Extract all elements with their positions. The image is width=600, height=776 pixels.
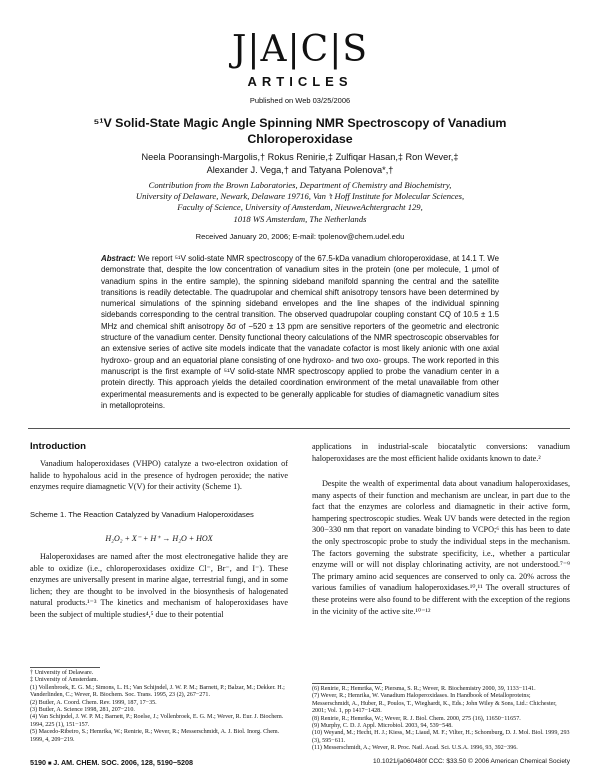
intro-paragraph-2: Haloperoxidases are named after the most electronegative halide they are able to oxidize (i.e., chloroperoxidases oxidize Cl⁻, Br⁻, and I⁻). These enzymes are universally present in marine algae, terrestrial fungi, and in some lichen; they are thought to be involved in the biosynthesis of halogenated natural products.¹⁻³ The kinetics and mechanism of haloperoxidases have been the subject of multiple studies⁴,⁵ due to their potential bbox=[30, 552, 288, 619]
footnote: (9) Murphy, C. D. J. Appl. Microbiol. 2003, 94, 539−548. bbox=[312, 723, 453, 730]
affiliation-line-3: Faculty of Science, University of Amsterdam, NieuweAchtergracht 129, bbox=[177, 202, 423, 213]
footnote: (2) Butler, A. Coord. Chem. Rev. 1999, 187, 17−35. bbox=[30, 699, 157, 706]
section-label: ARTICLES bbox=[247, 74, 353, 89]
affiliation-line-4: 1018 WS Amsterdam, The Netherlands bbox=[233, 213, 367, 224]
footnote: (8) Renirie, R.; Hemrika, W.; Wever, R. J. Biol. Chem. 2000, 275 (16), 11650−11657. bbox=[312, 715, 521, 722]
scheme-equation: H₂O₂ + X⁻ + H⁺ → H₂O + HOX bbox=[105, 534, 213, 543]
authors-line-2: Alexander J. Vega,† and Tatyana Polenova*,† bbox=[206, 165, 394, 175]
right-paragraph-1: applications in industrial-scale biocatalytic conversions: vanadium haloperoxidases are the most efficient halide oxidants known to date.² bbox=[312, 442, 570, 463]
intro-paragraph-1: Vanadium haloperoxidases (VHPO) catalyze a two-electron oxidation of halide to hypohalous acid in the presence of hydrogen peroxide; the native enzymes require diamagnetic V(V) for their activity (Scheme 1). bbox=[30, 459, 288, 492]
article-title: ⁵¹V Solid-State Magic Angle Spinning NMR Spectroscopy of Vanadium Chloroperoxidase bbox=[93, 116, 507, 146]
doi-line: 10.1021/ja060480f CCC: $33.50 © 2006 American Chemical Society bbox=[372, 758, 570, 765]
footnote-rule-left bbox=[30, 667, 100, 668]
published-date: Published on Web 03/25/2006 bbox=[249, 96, 351, 105]
page-number: 5190 bbox=[30, 758, 46, 767]
introduction-heading: Introduction bbox=[30, 441, 86, 452]
page-footer-left: 5190 ■ J. AM. CHEM. SOC. 2006, 128, 5190−5208 bbox=[30, 758, 194, 767]
right-paragraph-2: Despite the wealth of experimental data about vanadium haloperoxidases, many aspects of their function and mechanism are unclear, in part due to the fact that the enzymes are colorless and diamagnetic in their active form, hampering spectroscopic studies. Weak UV bands were detected in the region 300−330 nm that report on vanadate binding to VCPO;⁶ this has been to date the only spectroscopic probe to study the individual steps in the mechanism. The factors governing the substrate specificity, i.e., whether a particular enzyme will or will not display chlorinating activity, are not understood.⁷⁻⁹ The primary amino acid sequences are conserved to only ca. 20% across the various families of vanadium haloperoxidases.¹⁰,¹¹ The overall structures of these proteins were also found to be different with the exception of the regions in the vicinity of the active site.¹⁰⁻¹² bbox=[312, 479, 570, 616]
footnote: (6) Renirie, R.; Hemrika, W.; Piersma, S. R.; Wever, R. Biochemistry 2000, 39, 1133−1141. bbox=[312, 686, 536, 692]
footnote: (5) Macedo-Ribeiro, S.; Hemrika, W.; Renirie, R.; Wever, R.; Messerschmidt, A. J. Biol. Inorg. Chem. 1999, 4, 209−219. bbox=[30, 729, 280, 743]
affiliation-line-2: University of Delaware, Newark, Delaware 19716, Van ’t Hoff Institute for Molecular Sciences, bbox=[135, 191, 465, 202]
footnotes-left bbox=[30, 670, 288, 744]
scheme-caption: Scheme 1. The Reaction Catalyzed by Vanadium Haloperoxidases bbox=[30, 510, 254, 519]
affiliation-line-1: Contribution from the Brown Laboratories, Department of Chemistry and Biochemistry, bbox=[148, 180, 452, 190]
footnote: † University of Delaware. bbox=[30, 670, 94, 676]
footnote: (10) Weyand, M.; Hecht, H. J.; Kiess, M.; Liaud, M. F.; Vilter, H.; Schomburg, D. J. Mol. Biol. 1999, 293 (3), 595−611. bbox=[312, 730, 570, 744]
journal-logo: J|A|C|S bbox=[231, 29, 369, 70]
section-divider bbox=[28, 428, 570, 429]
footnotes-right bbox=[312, 686, 570, 753]
received-line: Received January 20, 2006; E-mail: tpolenov@chem.udel.edu bbox=[195, 232, 405, 241]
abstract bbox=[101, 253, 499, 411]
footnote-rule-right bbox=[312, 683, 382, 684]
footnote: (11) Messerschmidt, A.; Wever, R. Proc. Natl. Acad. Sci. U.S.A. 1996, 93, 392−396. bbox=[312, 745, 518, 752]
footnote: (1) Vollenbroek, E. G. M.; Simons, L. H.; Van Schijndel, J. W. P. M.; Barnett, P.; Balzar, M.; Dekker. H.; Vanderlinden, C.; Wever, R. Biochem. Soc. Trans. 1995, 23 (2), 267−271. bbox=[30, 684, 285, 699]
footnote: ‡ University of Amsterdam. bbox=[30, 677, 99, 684]
author-list bbox=[80, 151, 520, 177]
footnote: (3) Butler, A. Science 1998, 281, 207−210. bbox=[30, 707, 135, 714]
affiliations bbox=[60, 180, 540, 225]
abstract-label: Abstract: bbox=[101, 254, 136, 263]
footnote: (4) Van Schijndel, J. W. P. M.; Barnett, P.; Roelse, J.; Vollenbroek, E. G. M.; Wever, R. Eur. J. Biochem. 1994, 225 (1), 151−157. bbox=[30, 714, 284, 728]
journal-citation: J. AM. CHEM. SOC. 2006, 128, 5190−5208 bbox=[53, 758, 194, 767]
authors-line-1: Neela Pooransingh-Margolis,† Rokus Renirie,‡ Zulfiqar Hasan,‡ Ron Wever,‡ bbox=[141, 152, 459, 162]
footnote: (7) Wever, R.; Hemrika, W. Vanadium Haloperoxidases. In Handbook of Metalloproteins; Messerschmidt, A., Huber, R., Poulos, T., Wieghardt, K., Eds.; John Wiley & Sons, Ltd.: Chichester, 2001; Vol. 1, pp 1417−1428. bbox=[312, 693, 557, 715]
abstract-text: We report ⁵¹V solid-state NMR spectroscopy of the 67.5-kDa vanadium chloroperoxidase, at 14.1 T. We demonstrate that, despite the low concentration of vanadium sites in the protein (one per molecule, 1 μmol of vanadium spins in the entire sample), the spinning sideband manifold spanning the central and the satellite transitions is readily detectable. The quadrupolar and chemical shift anisotropy tensors have been determined by numerical simulations of the spinning sideband envelopes and the line shapes of the individual spinning sidebands corresponding to the central transition. The observed quadrupolar coupling constant CQ of 10.5 ± 1.5 MHz and chemical shift anisotropy δσ of −520 ± 13 ppm are sensitive reporters of the geometric and electronic structure of the vanadium center. Density functional theory calculations of the NMR spectroscopic observables for an extensive series of active site models indicate that the vanadate cofactor is most likely anionic with one axial hydroxo- group and an equatorial plane consisting of one hydroxo- and two oxo- groups. The work reported in this manuscript is the first example of ⁵¹V solid-state NMR spectroscopy applied to probe the vanadium center in a protein directly. This approach yields the detailed coordination environment of the metal unavailable from other experimental measurements and is expected to be generally applicable for studies of diamagnetic vanadium sites in metalloproteins. bbox=[101, 254, 499, 410]
